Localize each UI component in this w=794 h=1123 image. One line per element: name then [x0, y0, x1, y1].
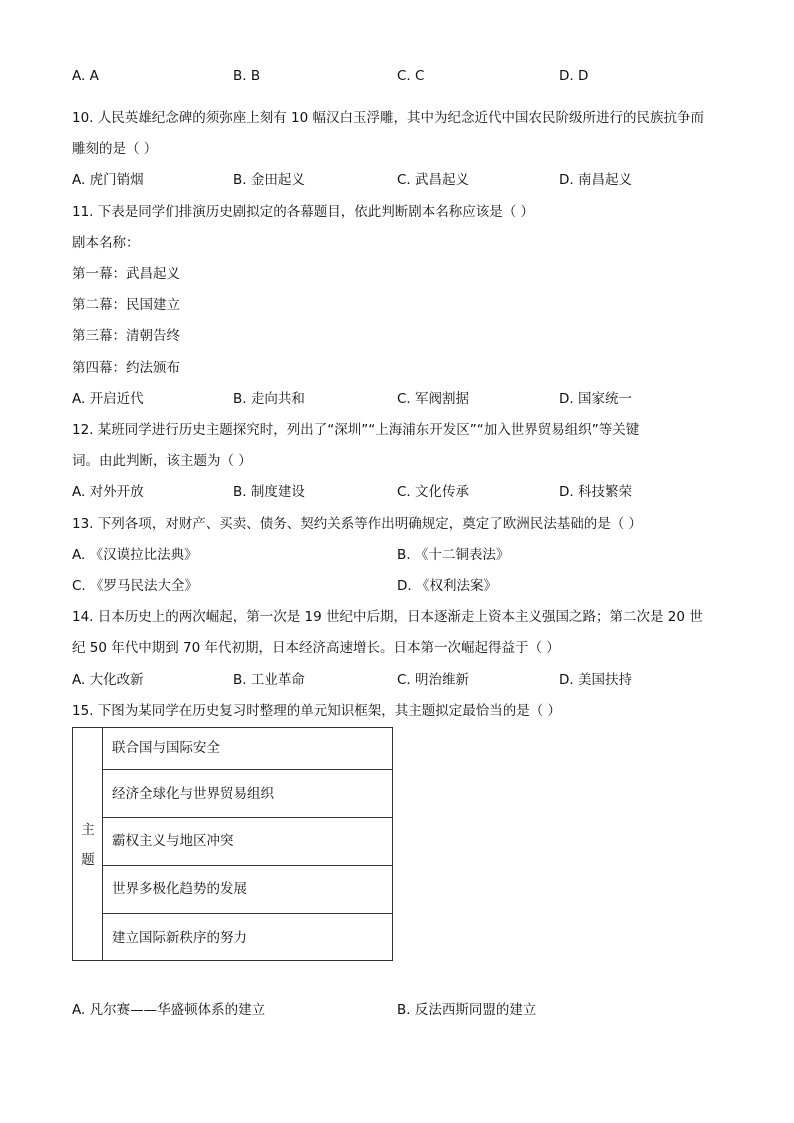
q13-option-a: A. 《汉谟拉比法典》: [72, 547, 198, 563]
q15-stem: 15. 下图为某同学在历史复习时整理的单元知识框架，其主题拟定最恰当的是（ ）: [72, 703, 562, 719]
q14-stem-line2: 纪 50 年代中期到 70 年代初期，日本经济高速增长。日本第一次崛起得益于（ ）: [72, 640, 560, 656]
q11-act-2: 第二幕：民国建立: [72, 297, 180, 313]
q10-option-c: C. 武昌起义: [397, 172, 470, 188]
knowledge-frame-table: [72, 727, 393, 961]
frame-row-text: 经济全球化与世界贸易组织: [112, 786, 274, 802]
q11-option-d: D. 国家统一: [559, 391, 632, 407]
frame-row-text: 霸权主义与地区冲突: [112, 833, 234, 849]
q12-stem-line1: 12. 某班同学进行历史主题探究时，列出了“深圳”“上海浦东开发区”“加入世界贸易组织”等关键: [72, 422, 640, 438]
q12-option-d: D. 科技繁荣: [559, 484, 632, 500]
q10-option-a: A. 虎门销烟: [72, 172, 144, 188]
frame-theme-char-2: 题: [81, 852, 95, 868]
q11-stem: 11. 下表是同学们排演历史剧拟定的各幕题目，依此判断剧本名称应该是（ ）: [72, 204, 535, 220]
q12-stem-line2: 词。由此判断，该主题为（ ）: [72, 453, 252, 469]
q9-option-b: B. B: [233, 68, 261, 84]
q11-option-a: A. 开启近代: [72, 391, 144, 407]
q13-option-d: D. 《权利法案》: [397, 578, 497, 594]
q15-option-b: B. 反法西斯同盟的建立: [397, 1002, 537, 1018]
q10-option-d: D. 南昌起义: [559, 172, 632, 188]
q13-option-c: C. 《罗马民法大全》: [72, 578, 199, 594]
frame-row: [103, 914, 392, 960]
q11-act-1: 第一幕：武昌起义: [72, 266, 180, 282]
q15-option-a: A. 凡尔赛——华盛顿体系的建立: [72, 1002, 266, 1018]
q13-stem: 13. 下列各项，对财产、买卖、债务、契约关系等作出明确规定，奠定了欧洲民法基础的是（ ）: [72, 516, 643, 532]
q11-option-b: B. 走向共和: [233, 391, 305, 407]
q11-script-label: 剧本名称：: [72, 235, 140, 251]
q10-stem-line2: 雕刻的是（ ）: [72, 141, 158, 157]
frame-row-text: 世界多极化趋势的发展: [112, 881, 247, 897]
q14-option-c: C. 明治维新: [397, 672, 470, 688]
q14-option-a: A. 大化改新: [72, 672, 144, 688]
q11-act-3: 第三幕：清朝告终: [72, 328, 180, 344]
q13-option-b: B. 《十二铜表法》: [397, 547, 510, 563]
q11-option-c: C. 军阀割据: [397, 391, 470, 407]
q10-stem-line1: 10. 人民英雄纪念碑的须弥座上刻有 10 幅汉白玉浮雕，其中为纪念近代中国农民阶级所进行的民族抗争而: [72, 110, 705, 126]
q14-option-b: B. 工业革命: [233, 672, 305, 688]
frame-row: [103, 866, 392, 914]
q12-option-a: A. 对外开放: [72, 484, 144, 500]
q14-option-d: D. 美国扶持: [559, 672, 632, 688]
q11-act-4: 第四幕：约法颁布: [72, 360, 180, 376]
q10-option-b: B. 金田起义: [233, 172, 305, 188]
q14-stem-line1: 14. 日本历史上的两次崛起，第一次是 19 世纪中后期，日本逐渐走上资本主义强国之路；第二次是 20 世: [72, 609, 703, 625]
q9-option-c: C. C: [397, 68, 425, 84]
q9-option-a: A. A: [72, 68, 99, 84]
frame-row: [103, 818, 392, 866]
frame-row: [103, 728, 392, 770]
frame-theme-cell: [73, 728, 103, 960]
q12-option-c: C. 文化传承: [397, 484, 470, 500]
frame-row-text: 联合国与国际安全: [112, 740, 220, 756]
q9-option-d: D. D: [559, 68, 589, 84]
q12-option-b: B. 制度建设: [233, 484, 305, 500]
frame-row-text: 建立国际新秩序的努力: [112, 930, 247, 946]
frame-row: [103, 770, 392, 818]
frame-theme-char-1: 主: [81, 822, 95, 838]
